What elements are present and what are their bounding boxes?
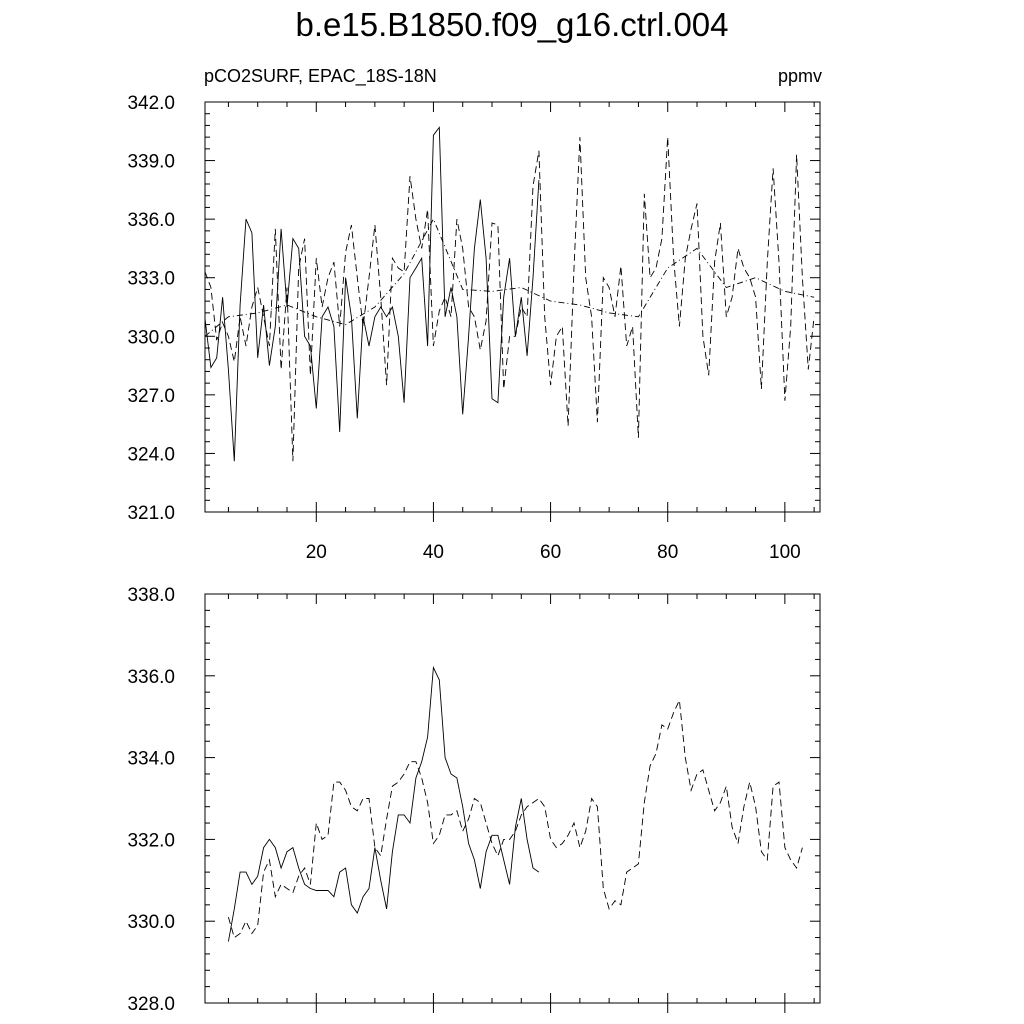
chart-title: b.e15.B1850.f09_g16.ctrl.004 (295, 6, 729, 43)
y-tick-label: 336.0 (127, 666, 175, 688)
x-tick-label: 60 (540, 542, 562, 563)
y-tick-label: 336.0 (127, 210, 175, 232)
y-tick-label: 327.0 (127, 385, 175, 407)
y-tick-label: 321.0 (127, 503, 175, 524)
y-tick-label: 334.0 (127, 748, 175, 770)
x-tick-label: 100 (769, 542, 801, 563)
plot-frame-bottom (205, 594, 820, 1003)
y-tick-label: 338.0 (127, 585, 175, 606)
chart-subtitle-left: pCO2SURF, EPAC_18S-18N (204, 66, 437, 86)
series-line-dashed (205, 137, 814, 461)
chart-units: ppmv (777, 66, 822, 86)
series-line-solid (205, 127, 539, 461)
series-line-dashed (228, 700, 802, 937)
x-tick-label: 40 (422, 542, 444, 563)
y-tick-label: 330.0 (127, 327, 175, 349)
series-line-solid (228, 668, 539, 942)
y-tick-label: 324.0 (127, 444, 175, 466)
y-tick-label: 339.0 (127, 151, 175, 173)
y-tick-label: 332.0 (127, 830, 175, 852)
x-tick-label: 80 (657, 542, 679, 563)
y-tick-label: 328.0 (127, 994, 175, 1015)
x-tick-label: 20 (305, 542, 327, 563)
series-line-dashdot (205, 219, 814, 336)
y-tick-label: 342.0 (127, 93, 175, 114)
y-tick-label: 330.0 (127, 912, 175, 934)
y-tick-label: 333.0 (127, 268, 175, 290)
